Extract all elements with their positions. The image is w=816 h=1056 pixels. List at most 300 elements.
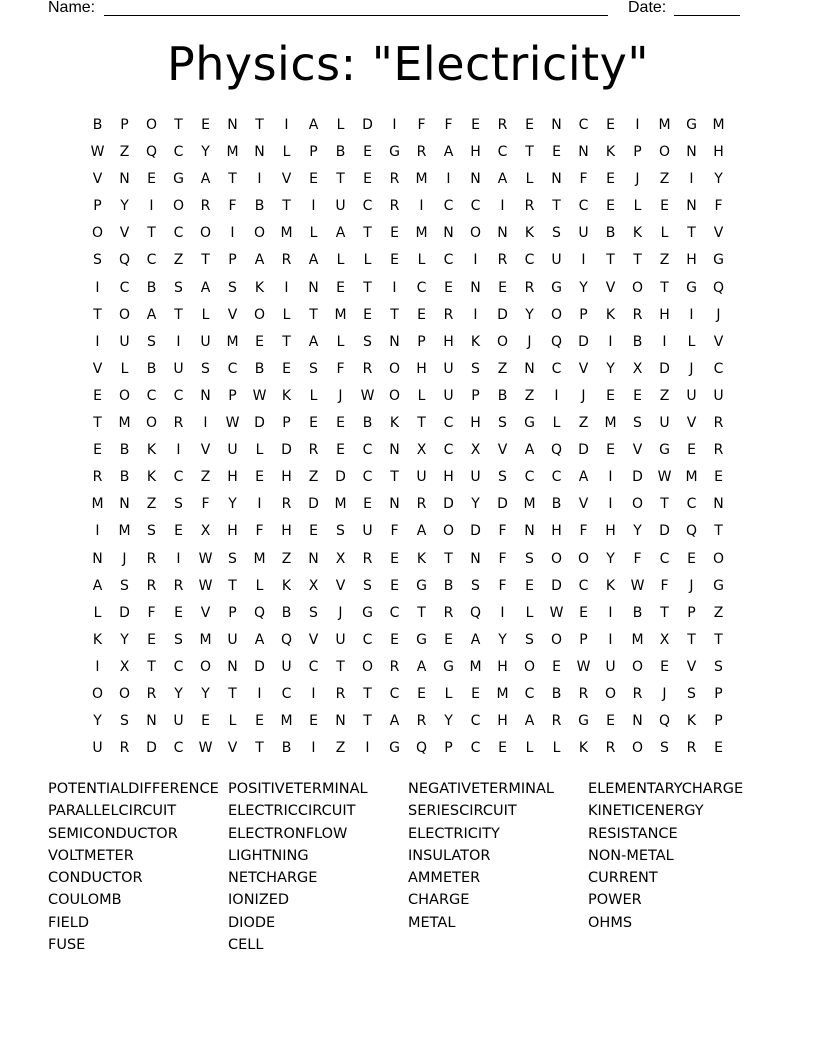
grid-letter[interactable]: F — [498, 550, 507, 567]
grid-letter[interactable]: T — [309, 306, 318, 323]
grid-letter[interactable]: R — [497, 117, 508, 133]
grid-letter[interactable]: Z — [497, 360, 508, 377]
grid-letter[interactable]: J — [338, 387, 343, 404]
grid-letter[interactable]: C — [146, 252, 157, 269]
grid-letter[interactable]: I — [419, 198, 424, 215]
grid-letter[interactable]: V — [92, 171, 103, 188]
grid-letter[interactable]: P — [93, 198, 102, 215]
grid-letter[interactable]: U — [416, 469, 427, 486]
grid-letter[interactable]: Y — [471, 496, 480, 513]
date-blank-line[interactable] — [674, 15, 740, 16]
grid-letter[interactable]: T — [660, 496, 669, 513]
grid-letter[interactable]: R — [281, 252, 292, 269]
grid-letter[interactable]: F — [201, 496, 210, 513]
grid-letter[interactable]: G — [389, 740, 400, 757]
grid-letter[interactable]: C — [416, 279, 427, 296]
grid-letter[interactable]: E — [309, 523, 318, 540]
grid-letter[interactable]: I — [284, 279, 289, 296]
grid-letter[interactable]: V — [92, 360, 103, 377]
grid-letter[interactable]: M — [523, 496, 536, 513]
grid-letter[interactable]: U — [281, 658, 292, 675]
grid-letter[interactable]: N — [254, 144, 265, 161]
grid-letter[interactable]: B — [443, 577, 454, 594]
grid-letter[interactable]: S — [552, 225, 561, 242]
grid-letter[interactable]: Y — [633, 523, 642, 540]
grid-letter[interactable]: I — [257, 496, 262, 513]
grid-letter[interactable]: I — [608, 631, 613, 648]
grid-letter[interactable]: T — [552, 198, 561, 215]
grid-letter[interactable]: N — [470, 279, 481, 296]
grid-letter[interactable]: Z — [524, 387, 535, 404]
grid-letter[interactable]: D — [308, 496, 319, 513]
grid-letter[interactable]: I — [581, 252, 586, 269]
grid-letter[interactable]: S — [120, 713, 129, 730]
grid-letter[interactable]: D — [497, 496, 508, 513]
grid-letter[interactable]: U — [335, 198, 346, 215]
grid-letter[interactable]: H — [605, 523, 616, 540]
grid-letter[interactable]: C — [443, 198, 454, 215]
grid-letter[interactable]: T — [363, 279, 372, 296]
grid-letter[interactable]: I — [473, 306, 478, 323]
grid-letter[interactable]: S — [228, 550, 237, 567]
grid-letter[interactable]: L — [255, 442, 264, 459]
grid-letter[interactable]: L — [336, 117, 345, 133]
grid-letter[interactable]: I — [608, 604, 613, 621]
grid-letter[interactable]: F — [228, 198, 237, 215]
grid-letter[interactable]: O — [469, 225, 482, 242]
grid-letter[interactable]: M — [415, 225, 428, 242]
grid-letter[interactable]: M — [631, 631, 644, 648]
grid-letter[interactable]: N — [335, 713, 346, 730]
grid-letter[interactable]: S — [309, 604, 318, 621]
grid-letter[interactable]: H — [686, 252, 697, 269]
grid-letter[interactable]: H — [659, 306, 670, 323]
grid-letter[interactable]: I — [554, 387, 559, 404]
grid-letter[interactable]: U — [605, 658, 616, 675]
grid-letter[interactable]: N — [200, 387, 211, 404]
grid-letter[interactable]: E — [255, 333, 264, 350]
grid-letter[interactable]: T — [714, 523, 723, 540]
grid-letter[interactable]: O — [361, 658, 374, 675]
grid-letter[interactable]: Y — [714, 171, 723, 188]
grid-letter[interactable]: J — [662, 685, 667, 702]
grid-letter[interactable]: U — [470, 469, 481, 486]
grid-letter[interactable]: O — [550, 306, 563, 323]
grid-letter[interactable]: B — [92, 117, 103, 133]
grid-letter[interactable]: E — [417, 685, 426, 702]
grid-letter[interactable]: Y — [525, 306, 534, 323]
grid-letter[interactable]: O — [712, 550, 725, 567]
grid-letter[interactable]: P — [228, 604, 237, 621]
grid-letter[interactable]: S — [228, 279, 237, 296]
grid-letter[interactable]: I — [689, 306, 694, 323]
grid-letter[interactable]: R — [443, 306, 454, 323]
grid-letter[interactable]: O — [631, 279, 644, 296]
grid-letter[interactable]: L — [120, 360, 129, 377]
grid-letter[interactable]: T — [282, 333, 291, 350]
grid-letter[interactable]: M — [118, 415, 131, 432]
grid-letter[interactable]: A — [416, 523, 427, 540]
grid-letter[interactable]: V — [686, 658, 697, 675]
grid-letter[interactable]: L — [282, 306, 291, 323]
grid-letter[interactable]: E — [606, 387, 615, 404]
grid-letter[interactable]: T — [714, 631, 723, 648]
grid-letter[interactable]: F — [498, 523, 507, 540]
grid-letter[interactable]: E — [282, 360, 291, 377]
grid-letter[interactable]: U — [362, 523, 373, 540]
grid-letter[interactable]: C — [578, 117, 589, 133]
grid-letter[interactable]: U — [227, 442, 238, 459]
grid-letter[interactable]: E — [201, 117, 210, 133]
grid-letter[interactable]: G — [551, 279, 562, 296]
grid-letter[interactable]: T — [525, 144, 534, 161]
grid-letter[interactable]: V — [308, 631, 319, 648]
grid-letter[interactable]: I — [95, 333, 100, 350]
grid-letter[interactable]: B — [119, 442, 130, 459]
grid-letter[interactable]: I — [95, 658, 100, 675]
grid-letter[interactable]: Y — [579, 279, 588, 296]
grid-letter[interactable]: T — [444, 550, 453, 567]
grid-letter[interactable]: O — [199, 225, 212, 242]
grid-letter[interactable]: E — [498, 740, 507, 757]
grid-letter[interactable]: I — [311, 685, 316, 702]
grid-letter[interactable]: S — [174, 279, 183, 296]
grid-letter[interactable]: O — [523, 658, 536, 675]
grid-letter[interactable]: E — [147, 171, 156, 188]
grid-letter[interactable]: T — [93, 306, 102, 323]
grid-letter[interactable]: F — [147, 604, 156, 621]
grid-letter[interactable]: N — [470, 550, 481, 567]
grid-letter[interactable]: U — [443, 360, 454, 377]
grid-letter[interactable]: V — [497, 442, 508, 459]
grid-letter[interactable]: X — [416, 442, 427, 459]
grid-letter[interactable]: J — [635, 171, 640, 188]
grid-letter[interactable]: P — [714, 713, 723, 730]
grid-letter[interactable]: O — [631, 658, 644, 675]
grid-letter[interactable]: E — [363, 306, 372, 323]
grid-letter[interactable]: M — [253, 550, 266, 567]
grid-letter[interactable]: L — [552, 740, 561, 757]
grid-letter[interactable]: I — [176, 333, 181, 350]
grid-letter[interactable]: E — [93, 442, 102, 459]
grid-letter[interactable]: S — [201, 360, 210, 377]
grid-letter[interactable]: N — [146, 713, 157, 730]
grid-letter[interactable]: D — [632, 469, 643, 486]
grid-letter[interactable]: W — [576, 658, 591, 675]
grid-letter[interactable]: W — [198, 740, 213, 757]
grid-letter[interactable]: J — [689, 577, 694, 594]
grid-letter[interactable]: T — [147, 658, 156, 675]
grid-letter[interactable]: V — [200, 442, 211, 459]
grid-letter[interactable]: I — [500, 198, 505, 215]
grid-letter[interactable]: B — [497, 387, 508, 404]
grid-letter[interactable]: F — [714, 198, 723, 215]
grid-letter[interactable]: S — [687, 685, 696, 702]
grid-letter[interactable]: H — [470, 415, 481, 432]
grid-letter[interactable]: T — [633, 252, 642, 269]
grid-letter[interactable]: E — [687, 550, 696, 567]
grid-letter[interactable]: Q — [253, 604, 266, 621]
grid-letter[interactable]: A — [92, 577, 103, 594]
grid-letter[interactable]: R — [497, 252, 508, 269]
grid-letter[interactable]: I — [392, 117, 397, 133]
grid-letter[interactable]: L — [417, 252, 426, 269]
grid-letter[interactable]: T — [363, 713, 372, 730]
grid-letter[interactable]: M — [280, 225, 293, 242]
grid-letter[interactable]: C — [173, 225, 184, 242]
grid-letter[interactable]: Z — [713, 604, 724, 621]
grid-letter[interactable]: I — [608, 333, 613, 350]
grid-letter[interactable]: X — [659, 631, 670, 648]
grid-letter[interactable]: T — [660, 279, 669, 296]
grid-letter[interactable]: F — [390, 523, 399, 540]
grid-letter[interactable]: M — [226, 144, 239, 161]
grid-letter[interactable]: S — [525, 550, 534, 567]
grid-letter[interactable]: I — [95, 523, 100, 540]
name-blank-line[interactable] — [104, 15, 608, 16]
grid-letter[interactable]: E — [579, 604, 588, 621]
grid-letter[interactable]: N — [632, 713, 643, 730]
grid-letter[interactable]: B — [362, 415, 373, 432]
grid-letter[interactable]: J — [716, 306, 721, 323]
grid-letter[interactable]: D — [146, 740, 157, 757]
grid-letter[interactable]: P — [687, 604, 696, 621]
grid-letter[interactable]: K — [470, 333, 481, 350]
grid-letter[interactable]: X — [335, 550, 346, 567]
grid-letter[interactable]: Z — [119, 144, 130, 161]
grid-letter[interactable]: N — [497, 225, 508, 242]
grid-letter[interactable]: Y — [174, 685, 183, 702]
grid-letter[interactable]: R — [389, 171, 400, 188]
grid-letter[interactable]: P — [282, 415, 291, 432]
grid-letter[interactable]: V — [713, 333, 724, 350]
grid-letter[interactable]: C — [119, 279, 130, 296]
grid-letter[interactable]: F — [444, 117, 453, 133]
grid-letter[interactable]: E — [606, 713, 615, 730]
grid-letter[interactable]: O — [91, 225, 104, 242]
grid-letter[interactable]: Z — [173, 252, 184, 269]
grid-letter[interactable]: M — [118, 523, 131, 540]
grid-letter[interactable]: Q — [280, 631, 293, 648]
grid-letter[interactable]: G — [524, 415, 535, 432]
grid-letter[interactable]: W — [657, 469, 672, 486]
grid-letter[interactable]: J — [338, 604, 343, 621]
grid-letter[interactable]: Q — [469, 604, 482, 621]
grid-letter[interactable]: L — [552, 415, 561, 432]
grid-letter[interactable]: N — [308, 550, 319, 567]
grid-letter[interactable]: V — [335, 577, 346, 594]
grid-letter[interactable]: E — [660, 198, 669, 215]
grid-letter[interactable]: R — [416, 713, 427, 730]
grid-letter[interactable]: Q — [550, 442, 563, 459]
grid-letter[interactable]: P — [228, 252, 237, 269]
grid-letter[interactable]: E — [390, 577, 399, 594]
grid-letter[interactable]: I — [230, 225, 235, 242]
grid-letter[interactable]: R — [200, 198, 211, 215]
grid-letter[interactable]: G — [362, 604, 373, 621]
grid-letter[interactable]: M — [199, 631, 212, 648]
grid-letter[interactable]: D — [443, 496, 454, 513]
grid-letter[interactable]: T — [228, 577, 237, 594]
grid-letter[interactable]: S — [471, 360, 480, 377]
grid-letter[interactable]: L — [336, 252, 345, 269]
grid-letter[interactable]: C — [686, 496, 697, 513]
grid-letter[interactable]: T — [174, 117, 183, 133]
grid-letter[interactable]: G — [416, 577, 427, 594]
grid-letter[interactable]: O — [253, 225, 266, 242]
grid-letter[interactable]: C — [497, 144, 508, 161]
grid-letter[interactable]: M — [334, 496, 347, 513]
grid-letter[interactable]: P — [633, 144, 642, 161]
grid-letter[interactable]: S — [660, 740, 669, 757]
grid-letter[interactable]: O — [91, 685, 104, 702]
grid-letter[interactable]: O — [388, 360, 401, 377]
grid-letter[interactable]: A — [578, 469, 589, 486]
grid-letter[interactable]: L — [633, 198, 642, 215]
grid-letter[interactable]: V — [713, 225, 724, 242]
grid-letter[interactable]: R — [146, 550, 157, 567]
grid-letter[interactable]: E — [363, 144, 372, 161]
grid-letter[interactable]: E — [525, 117, 534, 133]
grid-letter[interactable]: R — [173, 577, 184, 594]
grid-letter[interactable]: C — [173, 658, 184, 675]
grid-letter[interactable]: H — [281, 523, 292, 540]
grid-letter[interactable]: I — [284, 117, 289, 133]
grid-letter[interactable]: R — [389, 658, 400, 675]
grid-letter[interactable]: Z — [146, 496, 157, 513]
grid-letter[interactable]: F — [579, 523, 588, 540]
grid-letter[interactable]: I — [662, 333, 667, 350]
grid-letter[interactable]: L — [444, 685, 453, 702]
grid-letter[interactable]: S — [147, 523, 156, 540]
grid-letter[interactable]: E — [687, 442, 696, 459]
grid-letter[interactable]: J — [122, 550, 127, 567]
grid-letter[interactable]: K — [281, 577, 292, 594]
grid-letter[interactable]: V — [686, 415, 697, 432]
grid-letter[interactable]: Q — [415, 740, 428, 757]
grid-letter[interactable]: E — [444, 631, 453, 648]
grid-letter[interactable]: M — [604, 415, 617, 432]
grid-letter[interactable]: N — [389, 442, 400, 459]
grid-letter[interactable]: C — [173, 144, 184, 161]
grid-letter[interactable]: H — [470, 144, 481, 161]
grid-letter[interactable]: Z — [281, 550, 292, 567]
grid-letter[interactable]: J — [689, 360, 694, 377]
grid-letter[interactable]: G — [416, 631, 427, 648]
grid-letter[interactable]: W — [90, 144, 105, 161]
grid-letter[interactable]: L — [309, 225, 318, 242]
grid-letter[interactable]: G — [443, 658, 454, 675]
grid-letter[interactable]: I — [392, 279, 397, 296]
grid-letter[interactable]: E — [660, 658, 669, 675]
grid-letter[interactable]: C — [578, 577, 589, 594]
grid-letter[interactable]: P — [417, 333, 426, 350]
grid-letter[interactable]: C — [362, 442, 373, 459]
grid-letter[interactable]: C — [443, 415, 454, 432]
grid-letter[interactable]: V — [632, 442, 643, 459]
grid-letter[interactable]: D — [281, 442, 292, 459]
grid-letter[interactable]: S — [93, 252, 102, 269]
grid-letter[interactable]: E — [174, 604, 183, 621]
grid-letter[interactable]: R — [416, 144, 427, 161]
grid-letter[interactable]: I — [446, 171, 451, 188]
grid-letter[interactable]: E — [471, 117, 480, 133]
grid-letter[interactable]: Q — [145, 144, 158, 161]
grid-letter[interactable]: O — [631, 496, 644, 513]
grid-letter[interactable]: F — [255, 523, 264, 540]
grid-letter[interactable]: I — [257, 171, 262, 188]
grid-letter[interactable]: S — [363, 577, 372, 594]
grid-letter[interactable]: O — [550, 550, 563, 567]
grid-letter[interactable]: D — [659, 523, 670, 540]
grid-letter[interactable]: S — [498, 415, 507, 432]
grid-letter[interactable]: E — [498, 279, 507, 296]
grid-letter[interactable]: R — [632, 306, 643, 323]
grid-letter[interactable]: X — [200, 523, 211, 540]
grid-letter[interactable]: X — [308, 577, 319, 594]
grid-letter[interactable]: E — [363, 496, 372, 513]
grid-letter[interactable]: U — [443, 387, 454, 404]
grid-letter[interactable]: I — [608, 496, 613, 513]
grid-letter[interactable]: A — [254, 631, 265, 648]
grid-letter[interactable]: T — [417, 415, 426, 432]
grid-letter[interactable]: E — [444, 279, 453, 296]
grid-letter[interactable]: S — [120, 577, 129, 594]
grid-letter[interactable]: W — [252, 387, 267, 404]
grid-letter[interactable]: V — [227, 306, 238, 323]
grid-letter[interactable]: F — [336, 360, 345, 377]
grid-letter[interactable]: L — [336, 333, 345, 350]
grid-letter[interactable]: X — [470, 442, 481, 459]
grid-letter[interactable]: K — [578, 740, 589, 757]
grid-letter[interactable]: T — [228, 685, 237, 702]
grid-letter[interactable]: P — [444, 740, 453, 757]
grid-letter[interactable]: K — [605, 306, 616, 323]
grid-letter[interactable]: B — [551, 496, 562, 513]
grid-letter[interactable]: Y — [498, 631, 507, 648]
grid-letter[interactable]: Z — [659, 171, 670, 188]
grid-letter[interactable]: M — [712, 117, 725, 133]
grid-letter[interactable]: Z — [659, 387, 670, 404]
grid-letter[interactable]: B — [254, 360, 265, 377]
grid-letter[interactable]: P — [579, 306, 588, 323]
grid-letter[interactable]: K — [389, 415, 400, 432]
grid-letter[interactable]: H — [443, 333, 454, 350]
grid-letter[interactable]: I — [203, 415, 208, 432]
grid-letter[interactable]: N — [578, 144, 589, 161]
grid-letter[interactable]: R — [146, 685, 157, 702]
grid-letter[interactable]: E — [471, 685, 480, 702]
grid-letter[interactable]: T — [606, 252, 615, 269]
grid-letter[interactable]: G — [659, 442, 670, 459]
grid-letter[interactable]: C — [470, 740, 481, 757]
grid-letter[interactable]: M — [226, 333, 239, 350]
grid-letter[interactable]: C — [362, 469, 373, 486]
grid-letter[interactable]: T — [687, 225, 696, 242]
grid-letter[interactable]: A — [254, 252, 265, 269]
grid-letter[interactable]: I — [149, 198, 154, 215]
grid-letter[interactable]: Y — [93, 713, 102, 730]
grid-letter[interactable]: Y — [444, 713, 453, 730]
grid-letter[interactable]: I — [689, 171, 694, 188]
grid-letter[interactable]: E — [606, 198, 615, 215]
grid-letter[interactable]: D — [119, 604, 130, 621]
grid-letter[interactable]: Z — [200, 469, 211, 486]
grid-letter[interactable]: T — [363, 685, 372, 702]
grid-letter[interactable]: O — [118, 685, 131, 702]
grid-letter[interactable]: U — [578, 225, 589, 242]
grid-letter[interactable]: T — [687, 631, 696, 648]
